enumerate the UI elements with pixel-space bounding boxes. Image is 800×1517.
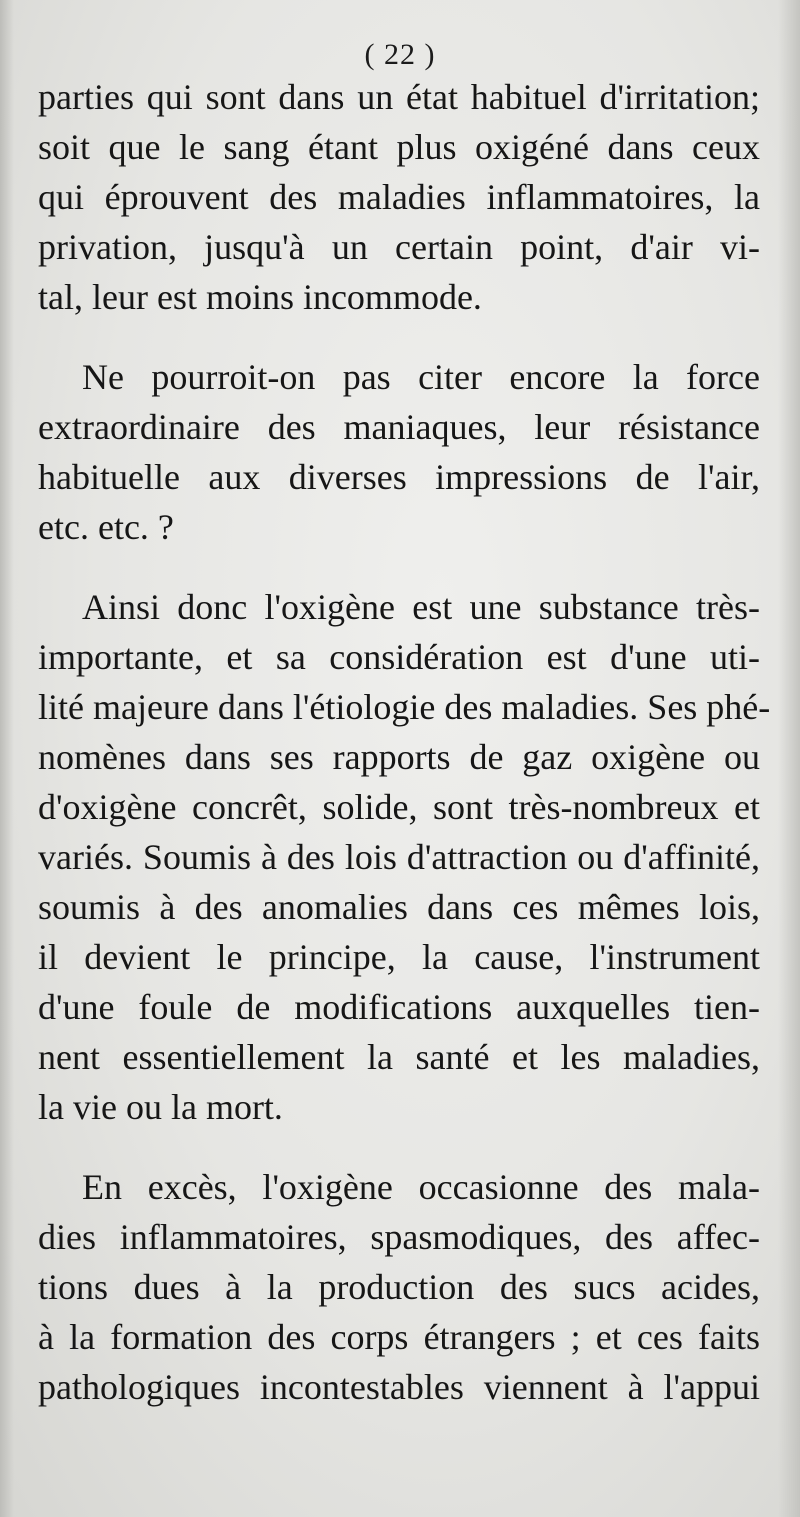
text-line: Ne pourroit-on pas citer encore la force xyxy=(82,357,760,397)
text-line: soit que le sang étant plus oxigéné dans ceux xyxy=(38,127,760,167)
text-line: Ainsi donc l'oxigène est une substance très- xyxy=(82,587,760,627)
paragraph-4 xyxy=(38,1162,760,1412)
paragraph-1 xyxy=(38,72,760,322)
text-line: extraordinaire des maniaques, leur résistance xyxy=(38,407,760,447)
text-line: d'oxigène concrêt, solide, sont très-nombreux et xyxy=(38,787,760,827)
text-line: il devient le principe, la cause, l'instrument xyxy=(38,937,760,977)
paragraph-2 xyxy=(38,352,760,552)
text-line: variés. Soumis à des lois d'attraction ou d'affinité, xyxy=(38,837,760,877)
text-line: etc. etc. ? xyxy=(38,507,174,547)
page-edge-shadow-right xyxy=(778,0,800,1517)
text-line: privation, jusqu'à un certain point, d'air vi- xyxy=(38,227,760,267)
text-line: la vie ou la mort. xyxy=(38,1087,283,1127)
text-line: importante, et sa considération est d'une uti- xyxy=(38,637,760,677)
text-line: parties qui sont dans un état habituel d'irritation; xyxy=(38,77,760,117)
text-line: habituelle aux diverses impressions de l'air, xyxy=(38,457,760,497)
text-line: nomènes dans ses rapports de gaz oxigène ou xyxy=(38,737,760,777)
text-line: dies inflammatoires, spasmodiques, des affec- xyxy=(38,1217,760,1257)
text-line: à la formation des corps étrangers ; et ces faits xyxy=(38,1317,760,1357)
paragraph-gap xyxy=(38,322,760,352)
text-line: lité majeure dans l'étiologie des maladies. Ses phé- xyxy=(38,687,771,727)
text-line: qui éprouvent des maladies inflammatoires, la xyxy=(38,177,760,217)
text-line: soumis à des anomalies dans ces mêmes lois, xyxy=(38,887,760,927)
text-line: tal, leur est moins incommode. xyxy=(38,277,482,317)
text-line: nent essentiellement la santé et les maladies, xyxy=(38,1037,760,1077)
text-line: En excès, l'oxigène occasionne des mala- xyxy=(82,1167,760,1207)
text-line: d'une foule de modifications auxquelles tien- xyxy=(38,987,760,1027)
text-line: tions dues à la production des sucs acides, xyxy=(38,1267,760,1307)
page-number: ( 22 ) xyxy=(364,38,436,71)
paragraph-gap xyxy=(38,1132,760,1162)
page-edge-shadow-left xyxy=(0,0,14,1517)
body-text xyxy=(38,72,771,1412)
text-line: pathologiques incontestables viennent à l'appui xyxy=(38,1367,760,1407)
paragraph-3 xyxy=(38,582,771,1132)
paragraph-gap xyxy=(38,552,760,582)
